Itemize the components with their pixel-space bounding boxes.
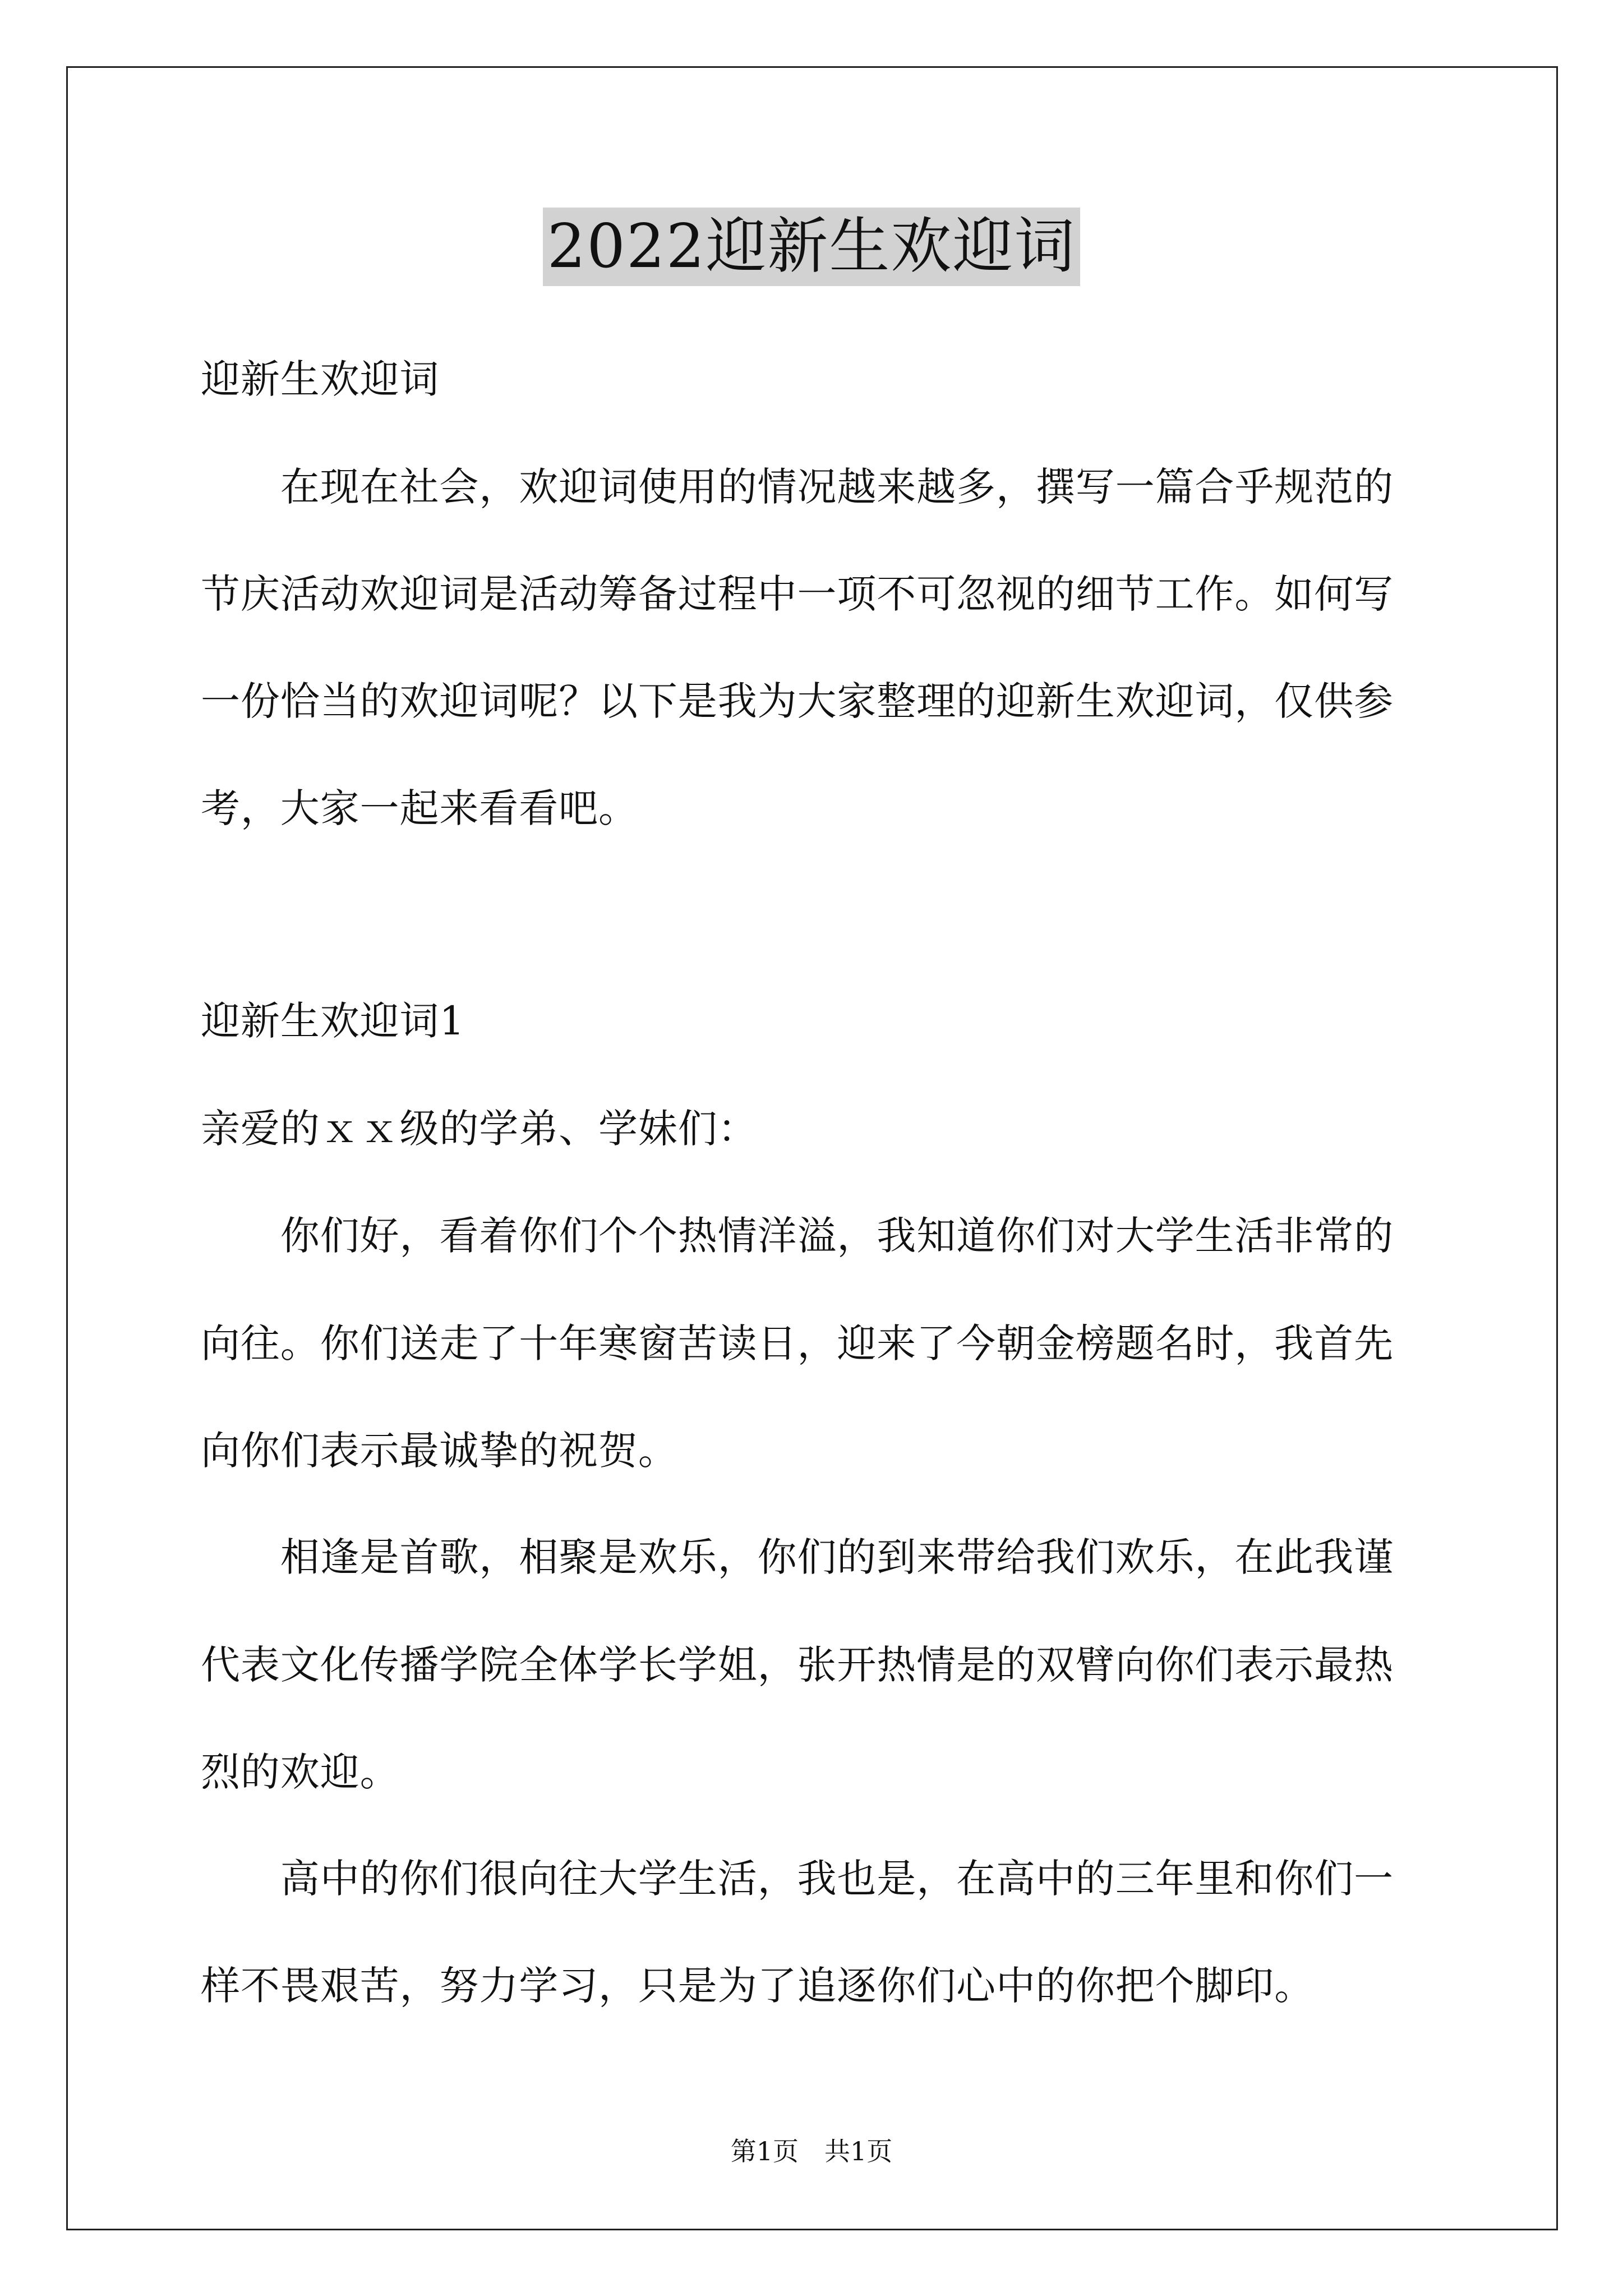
salutation: 亲爱的ｘｘ级的学弟、学妹们： bbox=[201, 1106, 758, 1152]
page-footer: 第1页 共1页 bbox=[730, 2136, 893, 2166]
subheading: 迎新生欢迎词1 bbox=[201, 998, 465, 1044]
para1-line-2: 向往。你们送走了十年寒窗苦读日，迎来了今朝金榜题名时，我首先 bbox=[201, 1320, 1394, 1366]
para1-line-1: 你们好，看着你们个个热情洋溢，我知道你们对大学生活非常的 bbox=[201, 1213, 1394, 1259]
title-container bbox=[0, 208, 1623, 286]
intro-line-1: 在现在社会，欢迎词使用的情况越来越多，撰写一篇合乎规范的 bbox=[201, 464, 1394, 510]
para2-line-1: 相逢是首歌，相聚是欢乐，你们的到来带给我们欢乐，在此我谨 bbox=[201, 1534, 1394, 1580]
intro-line-3: 一份恰当的欢迎词呢？以下是我为大家整理的迎新生欢迎词，仅供参 bbox=[201, 678, 1394, 724]
para1-line-3: 向你们表示最诚挚的祝贺。 bbox=[201, 1428, 678, 1474]
para2-line-3: 烈的欢迎。 bbox=[201, 1749, 400, 1795]
para2-line-2: 代表文化传播学院全体学长学姐，张开热情是的双臂向你们表示最热 bbox=[201, 1642, 1394, 1688]
para3-line-2: 样不畏艰苦，努力学习，只是为了追逐你们心中的你把个脚印。 bbox=[201, 1963, 1315, 2009]
document-title: 2022迎新生欢迎词 bbox=[543, 208, 1081, 286]
intro-line-4: 考，大家一起来看看吧。 bbox=[201, 785, 638, 831]
intro-line-2: 节庆活动欢迎词是活动筹备过程中一项不可忽视的细节工作。如何写 bbox=[201, 571, 1394, 617]
para3-line-1: 高中的你们很向往大学生活，我也是，在高中的三年里和你们一 bbox=[201, 1856, 1394, 1902]
section-heading: 迎新生欢迎词 bbox=[201, 356, 440, 402]
